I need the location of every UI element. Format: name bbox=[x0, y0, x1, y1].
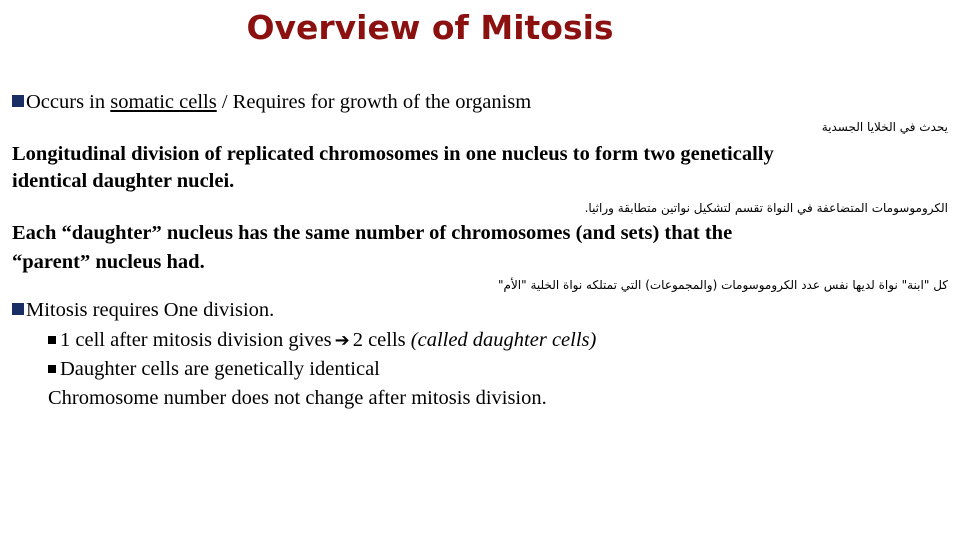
line-longitudinal-2: identical daughter nuclei. bbox=[12, 170, 235, 192]
q-square-bullet-icon bbox=[12, 303, 24, 315]
text-called-daughter: (called daughter cells) bbox=[410, 329, 597, 351]
line-chromosome-number: Chromosome number does not change after mitosis division. bbox=[48, 387, 547, 409]
text-occurs: Occurs in bbox=[26, 91, 111, 113]
slide-title: Overview of Mitosis bbox=[246, 8, 614, 47]
square-bullet-icon bbox=[48, 336, 56, 344]
line-longitudinal-1: Longitudinal division of replicated chromosomes in one nucleus to form two genetically bbox=[12, 143, 774, 165]
q-square-bullet-icon bbox=[12, 95, 24, 107]
text-one-cell: 1 cell after mitosis division gives bbox=[60, 329, 332, 351]
arabic-line-3: كل "ابنة" نواة لديها نفس عدد الكروموسومات (والمجموعات) التي تمتلكه نواة الخلية "الأم" bbox=[498, 278, 948, 292]
line-daughter-2: “parent” nucleus had. bbox=[12, 251, 205, 273]
arabic-line-2: الكروموسومات المتضاعفة في النواة تقسم لتشكيل نواتين متطابقة وراثيا. bbox=[584, 201, 948, 215]
line-mitosis-requires bbox=[12, 296, 274, 324]
text-growth: / Requires for growth of the organism bbox=[216, 91, 532, 113]
text-somatic-cells: somatic cells bbox=[110, 91, 217, 113]
text-identical: Daughter cells are genetically identical bbox=[60, 358, 380, 380]
line-somatic bbox=[12, 88, 531, 116]
right-arrow-icon: ➔ bbox=[334, 330, 350, 351]
text-mitosis-requires: Mitosis requires One division. bbox=[26, 299, 275, 321]
text-two-cells: 2 cells bbox=[352, 329, 406, 351]
arabic-line-1: يحدث في الخلايا الجسدية bbox=[821, 120, 948, 134]
square-bullet-icon bbox=[48, 365, 56, 373]
bullet-identical bbox=[48, 355, 380, 383]
bullet-one-cell bbox=[48, 326, 596, 355]
line-daughter-1: Each “daughter” nucleus has the same number of chromosomes (and sets) that the bbox=[12, 222, 733, 244]
